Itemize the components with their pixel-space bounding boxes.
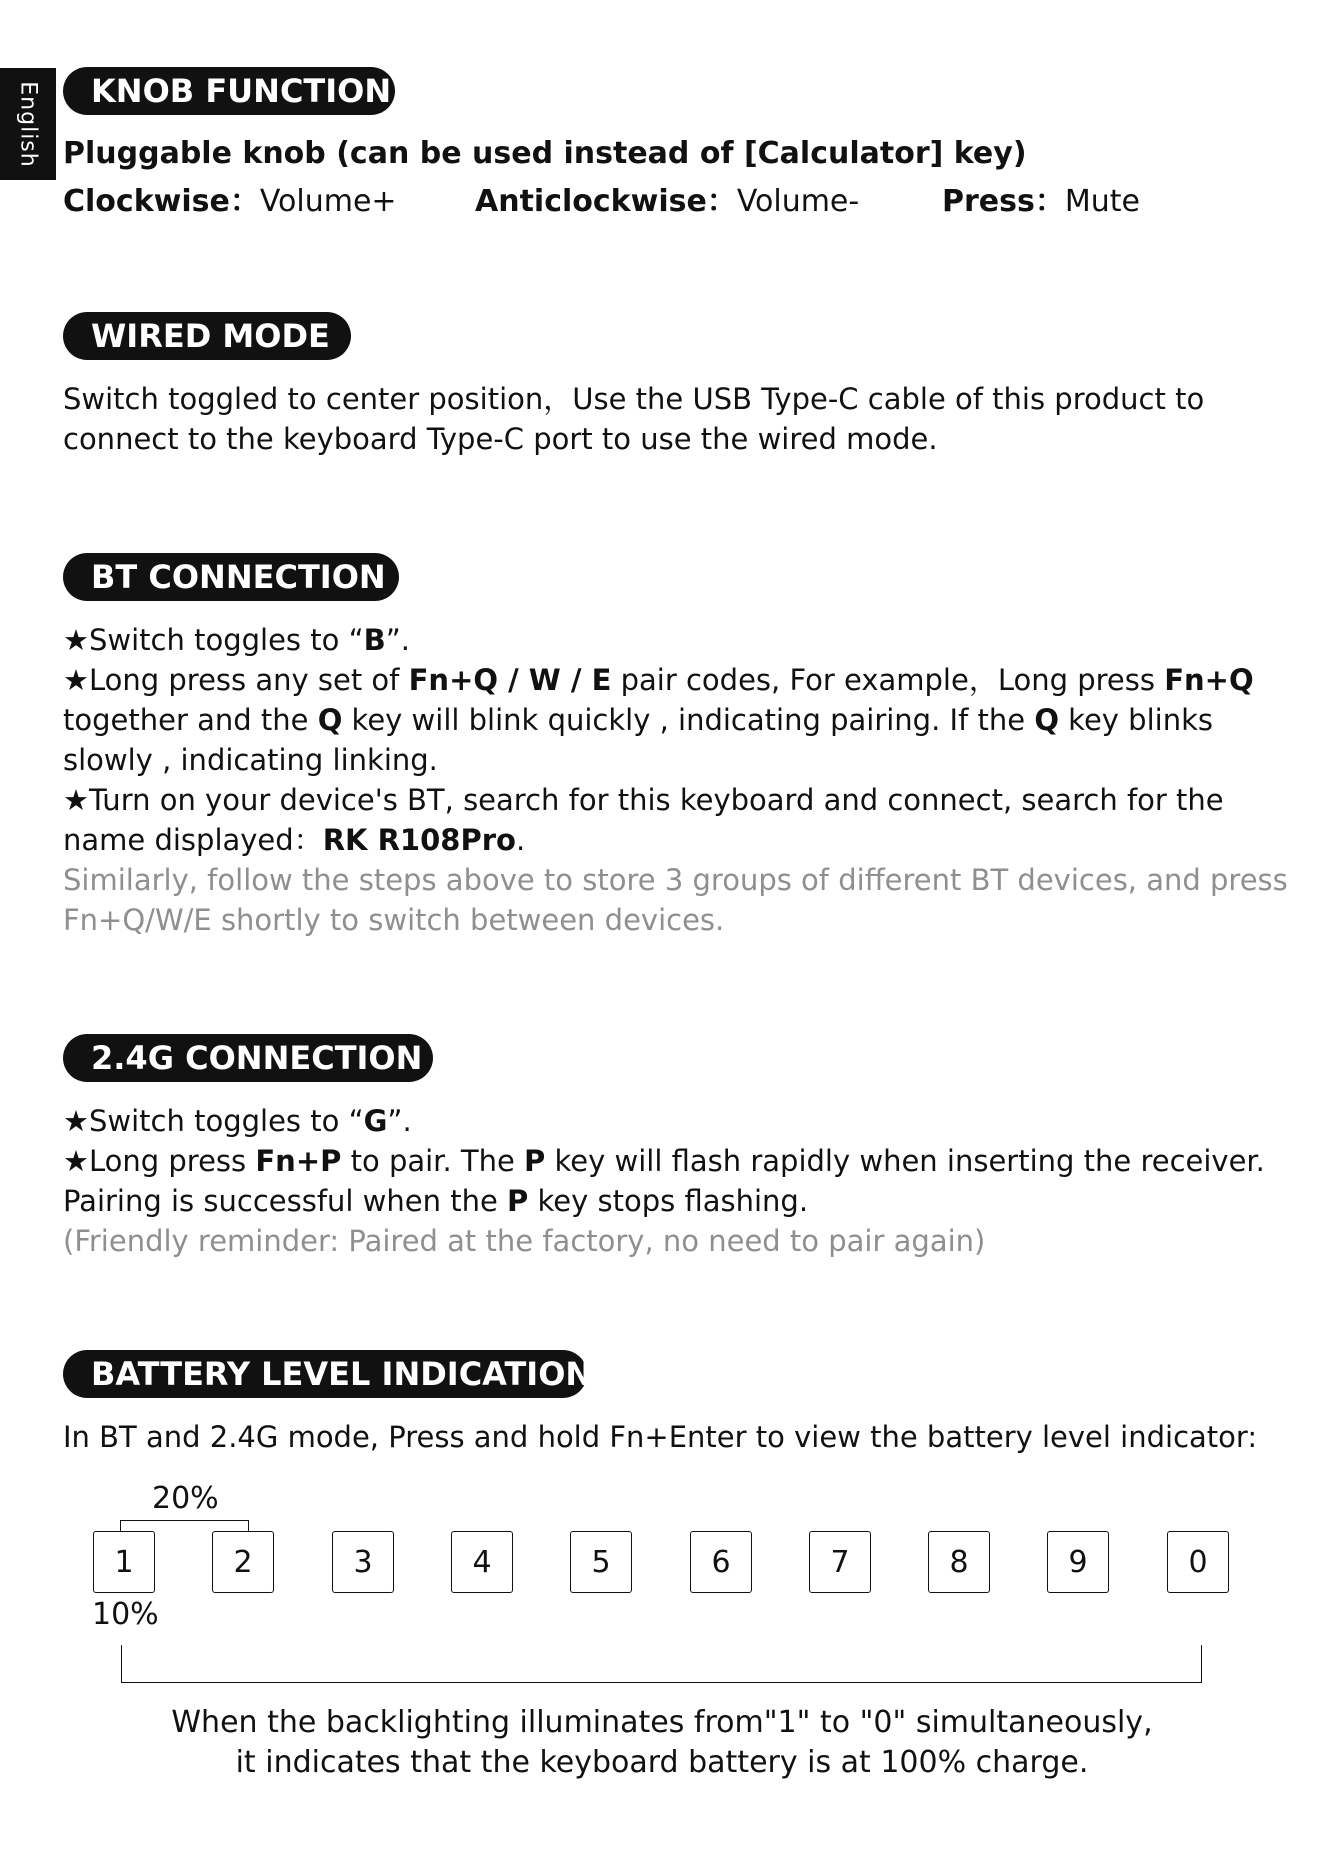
battery-section-title: BATTERY LEVEL INDICATION — [63, 1350, 587, 1398]
bt-line-6: name displayed：RK R108Pro. — [63, 823, 526, 857]
battery-caption-line-1: When the backlighting illuminates from"1" to "0" simultaneously, — [171, 1705, 1153, 1740]
bt-note-line-2: Fn+Q/W/E shortly to switch between devices. — [63, 903, 725, 937]
wired-line-2: connect to the keyboard Type-C port to use the wired mode. — [63, 422, 938, 456]
battery-full-bracket — [121, 1645, 1202, 1683]
battery-key-3: 3 — [332, 1531, 394, 1593]
knob-press — [942, 182, 1140, 222]
knob-press-value: Mute — [1064, 184, 1140, 219]
language-tab — [0, 68, 56, 180]
battery-10-percent-label: 10% — [92, 1597, 159, 1632]
battery-key-0: 0 — [1167, 1531, 1229, 1593]
battery-key-1: 1 — [93, 1531, 155, 1593]
g24-line-1: ★Switch toggles to “G”. — [63, 1104, 412, 1138]
battery-key-6: 6 — [690, 1531, 752, 1593]
knob-anticlockwise — [475, 182, 859, 222]
battery-key-4: 4 — [451, 1531, 513, 1593]
bt-line-3: together and the Q key will blink quickly , indicating pairing. If the Q key blinks — [63, 703, 1213, 737]
knob-press-label: Press： — [942, 184, 1065, 219]
battery-20-percent-label: 20% — [152, 1481, 219, 1516]
knob-section-title: KNOB FUNCTION — [63, 67, 395, 115]
wired-section-title: WIRED MODE — [63, 312, 351, 360]
knob-subtitle: Pluggable knob (can be used instead of [Calculator] key) — [63, 136, 1027, 171]
knob-clockwise-value: Volume+ — [259, 184, 397, 219]
knob-clockwise-label: Clockwise： — [63, 184, 260, 219]
g24-line-3: Pairing is successful when the P key stops flashing. — [63, 1184, 809, 1218]
battery-key-5: 5 — [570, 1531, 632, 1593]
battery-caption-line-2: it indicates that the keyboard battery is at 100% charge. — [235, 1745, 1089, 1780]
battery-key-9: 9 — [1047, 1531, 1109, 1593]
wired-line-1: Switch toggled to center position，Use the USB Type-C cable of this product to — [63, 382, 1205, 416]
battery-intro: In BT and 2.4G mode, Press and hold Fn+Enter to view the battery level indicator: — [63, 1420, 1258, 1454]
language-tab-label: English — [15, 80, 41, 168]
knob-anticlockwise-value: Volume- — [736, 184, 860, 219]
battery-key-8: 8 — [928, 1531, 990, 1593]
bt-section-title: BT CONNECTION — [63, 553, 399, 601]
battery-key-2: 2 — [212, 1531, 274, 1593]
g24-section-title: 2.4G CONNECTION — [63, 1034, 433, 1082]
knob-clockwise — [63, 182, 397, 222]
bt-line-4: slowly , indicating linking. — [63, 743, 438, 777]
battery-key-7: 7 — [809, 1531, 871, 1593]
bt-line-5: ★Turn on your device's BT, search for this keyboard and connect, search for the — [63, 783, 1224, 817]
g24-reminder: (Friendly reminder: Paired at the factory, no need to pair again) — [63, 1224, 986, 1258]
bt-note-line-1: Similarly, follow the steps above to store 3 groups of different BT devices, and press — [63, 863, 1288, 897]
bt-line-1: ★Switch toggles to “B”. — [63, 623, 410, 657]
knob-anticlockwise-label: Anticlockwise： — [475, 184, 737, 219]
bt-line-2: ★Long press any set of Fn+Q / W / E pair codes, For example，Long press Fn+Q — [63, 663, 1254, 697]
g24-line-2: ★Long press Fn+P to pair. The P key will flash rapidly when inserting the receiver. — [63, 1144, 1265, 1178]
